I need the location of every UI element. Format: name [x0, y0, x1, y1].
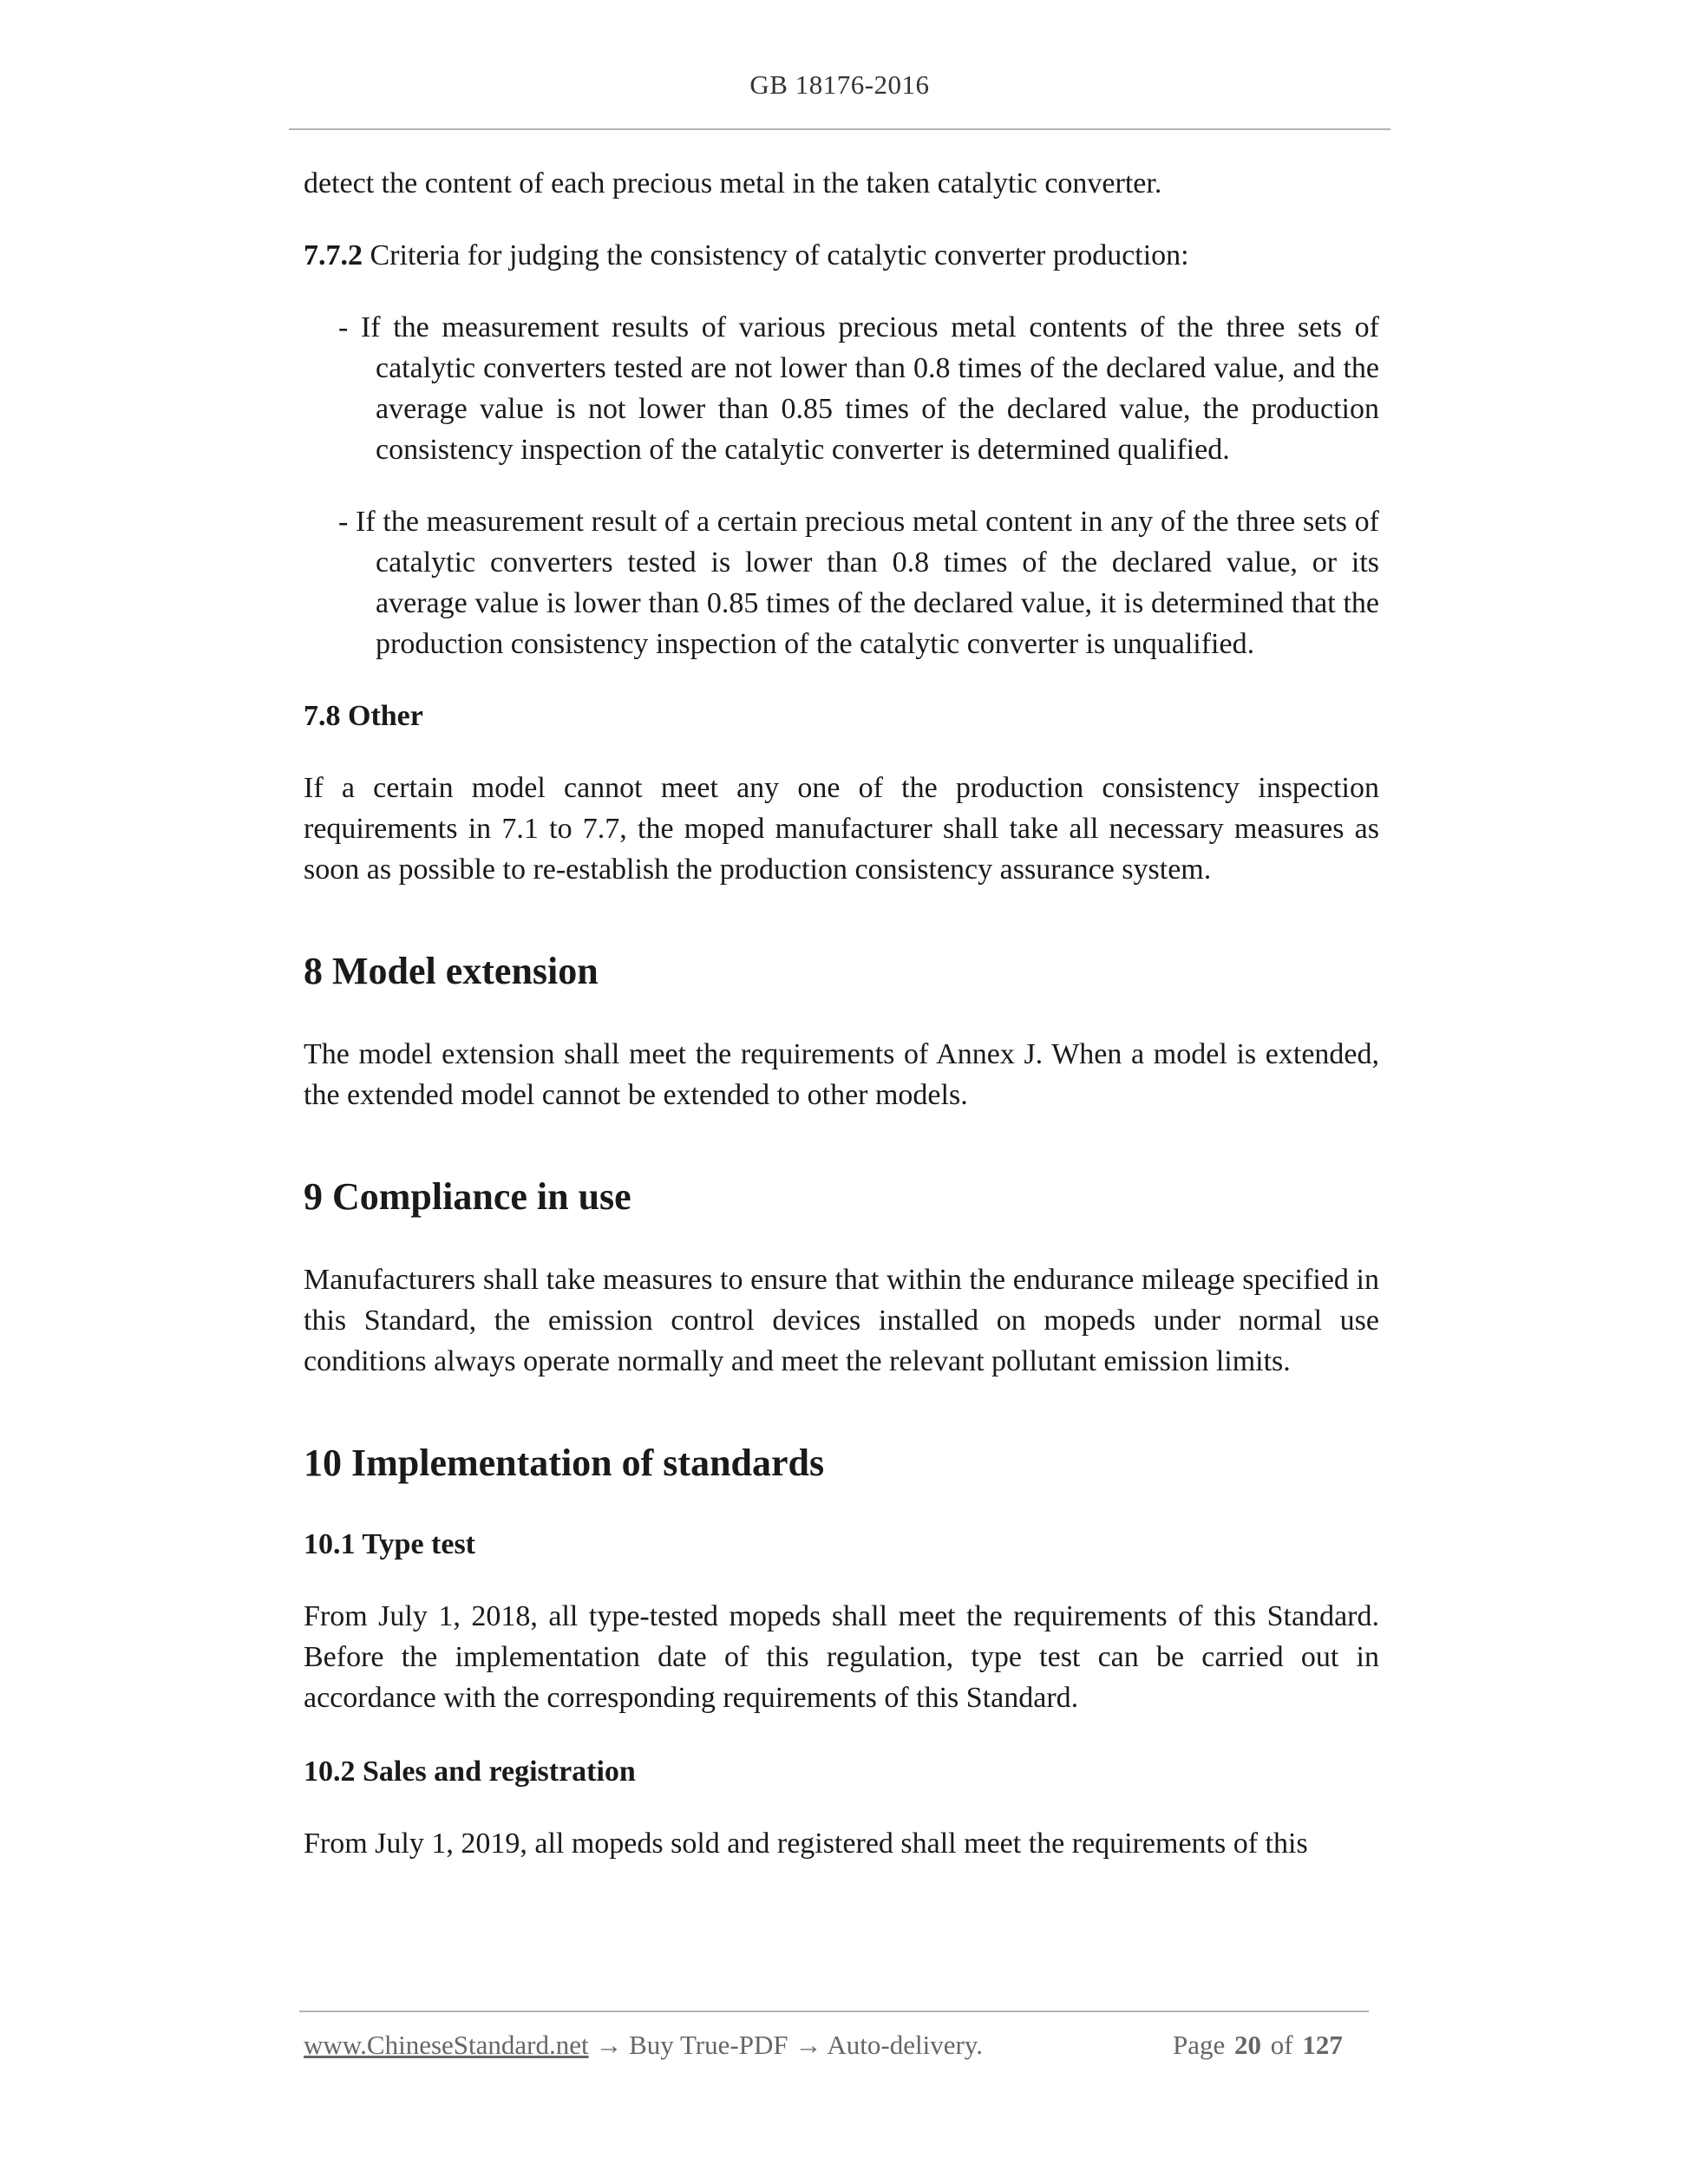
arrow-right-icon: →	[795, 2030, 822, 2060]
section-heading-7-8: 7.8 Other	[304, 700, 423, 732]
section-heading-8: 8 Model extension	[304, 950, 599, 992]
clause-7-7-2	[304, 235, 1379, 276]
section-10-2-paragraph: From July 1, 2019, all mopeds sold and registered shall meet the requirements of this	[304, 1828, 1308, 1860]
section-8-paragraph: The model extension shall meet the requirements of Annex J. When a model is extended, the extended model cannot be extended to other models.	[304, 1038, 1379, 1111]
page-label: Page	[1173, 2030, 1226, 2060]
page-body	[304, 163, 1379, 1864]
current-page: 20	[1234, 2030, 1262, 2060]
section-heading-10: 10 Implementation of standards	[304, 1442, 825, 1484]
section-9-paragraph: Manufacturers shall take measures to ensure that within the endurance mileage specified in this Standard, the emission control devices installed on mopeds under normal use conditions always operate normally and meet the relevant pollutant emission limits.	[304, 1264, 1379, 1377]
website-link[interactable]: www.ChineseStandard.net	[304, 2030, 589, 2060]
section-7-8-paragraph: If a certain model cannot meet any one of the production consistency inspection requirements in 7.1 to 7.7, the moped manufacturer shall take all necessary measures as soon as possible to re-establish the production consistency assurance system.	[304, 772, 1379, 886]
header-divider	[289, 128, 1390, 130]
arrow-right-icon: →	[595, 2030, 623, 2060]
running-header: GB 18176-2016	[749, 69, 930, 100]
total-pages: 127	[1302, 2030, 1343, 2060]
section-heading-9: 9 Compliance in use	[304, 1175, 631, 1218]
page-number	[1173, 2030, 1343, 2061]
clause-number: 7.7.2	[304, 239, 363, 271]
section-heading-10-2: 10.2 Sales and registration	[304, 1756, 636, 1788]
page-of-label: of	[1270, 2030, 1293, 2060]
section-10-1-paragraph: From July 1, 2018, all type-tested mopeds shall meet the requirements of this Standard. Before the implementation date of this regulation, type test can be carried out in accordance with the corresponding requirements of this Standard.	[304, 1600, 1379, 1714]
buy-pdf-text: Buy True-PDF	[629, 2030, 788, 2060]
criteria-item-unqualified: - If the measurement result of a certain precious metal content in any of the three sets of catalytic converters tested is lower than 0.8 times of the declared value, or its average value is lower than 0.85 times of the declared value, it is determined that the production consistency inspection of the catalytic converter is unqualified.	[338, 506, 1379, 660]
footer-promo	[304, 2030, 983, 2061]
section-heading-10-1: 10.1 Type test	[304, 1528, 476, 1560]
criteria-item-qualified: - If the measurement results of various precious metal contents of the three sets of catalytic converters tested are not lower than 0.8 times of the declared value, and the average value is not lower than 0.85 times of the declared value, the production consistency inspection of the catalytic converter is determined qualified.	[338, 311, 1379, 466]
auto-delivery-text: Auto-delivery.	[827, 2030, 984, 2060]
footer-divider	[299, 2011, 1369, 2012]
intro-paragraph: detect the content of each precious metal in the taken catalytic converter.	[304, 167, 1162, 199]
clause-text: Criteria for judging the consistency of catalytic converter production:	[363, 239, 1189, 271]
